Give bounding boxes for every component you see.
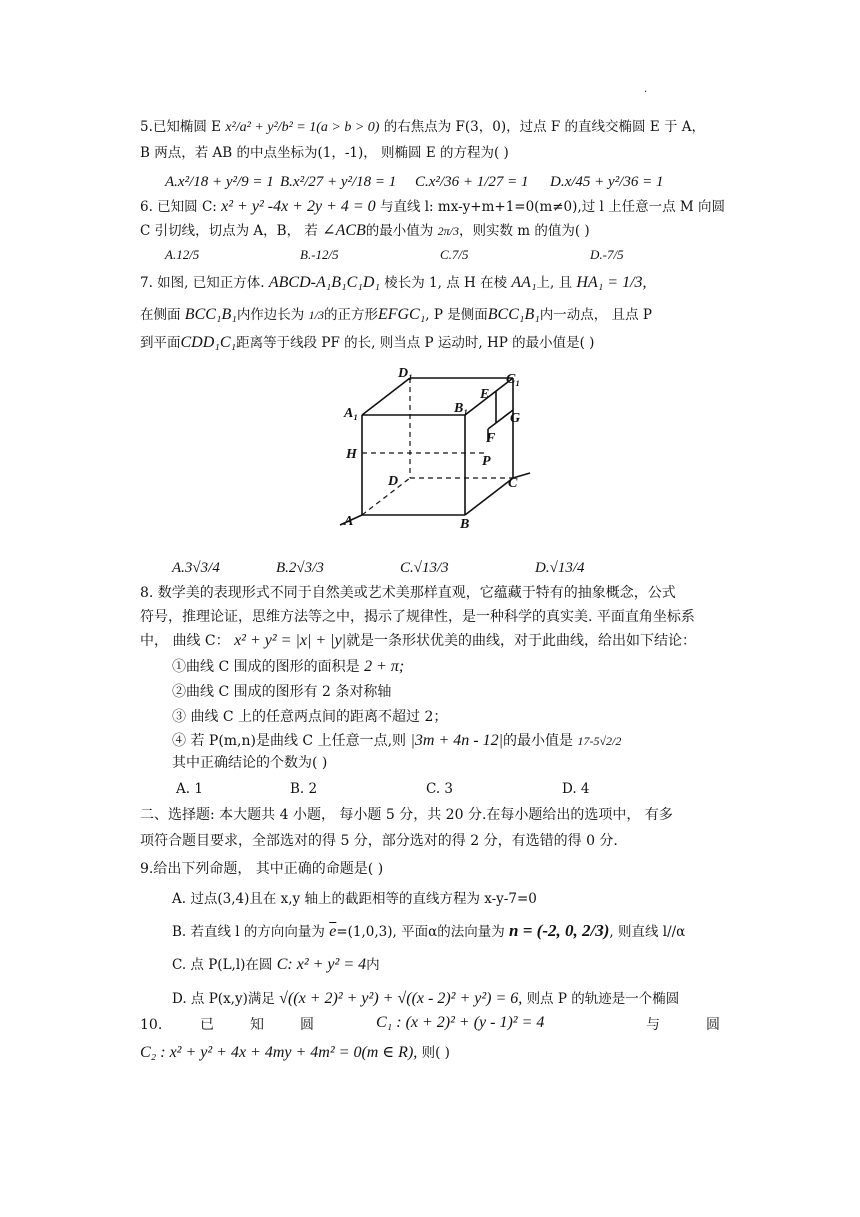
- q8-claim-4-text: ④ 若 P(m,n)是曲线 C 上任意一点,则: [172, 733, 407, 749]
- q8-option-b[interactable]: B. 2: [290, 781, 318, 797]
- q7-option-d[interactable]: D.√13/4: [535, 560, 585, 576]
- q8-claim-2: ②曲线 C 围成的图形有 2 条对称轴: [172, 684, 392, 700]
- q7-face-2: BCC₁B₁: [487, 306, 540, 323]
- q5-lead: 5.已知椭圆 E: [140, 119, 222, 135]
- q6-line-1: [140, 198, 725, 216]
- q9-b-text-3: , 则直线 l//α: [609, 924, 686, 940]
- label-g: G: [510, 411, 521, 426]
- q5-rest: 的右焦点为 F(3，0)，过点 F 的直线交椭圆 E 于 A，: [383, 119, 706, 135]
- q9-lead: 9.给出下列命题， 其中正确的命题是( ): [140, 861, 384, 877]
- label-c1: C₁: [506, 372, 521, 387]
- q7-text-5: 的正方形: [323, 307, 378, 323]
- q9-c-equation: C: x² + y² = 4: [276, 956, 367, 973]
- q5-ellipse-equation: x²/a² + y²/b² = 1(a > b > 0): [225, 120, 380, 135]
- q7-face: BCC₁B₁: [184, 306, 237, 323]
- q8-claim-4-text-2: 的最小值是: [503, 733, 573, 749]
- q10-word-4: 与: [646, 1017, 660, 1033]
- label-d1: D₁: [398, 366, 413, 381]
- q7-cube-figure: [330, 365, 570, 535]
- q7-line-2: [140, 306, 652, 324]
- q6-lead: 6. 已知圆 C:: [140, 199, 217, 215]
- q7-option-b[interactable]: B.2√3/3: [276, 560, 324, 576]
- q8-line-1: 8. 数学美的表现形式不同于自然美或艺术美那样直观，它蕴藏于特有的抽象概念，公式: [140, 585, 676, 601]
- q8-claim-1-text: ①曲线 C 围成的图形的面积是: [172, 659, 360, 675]
- q6-text-c: ，则实数 m 的值为( ): [458, 223, 590, 239]
- q9-d-text-2: 则点 P 的轨迹是一个椭圆: [526, 991, 680, 1007]
- label-c: C: [508, 476, 518, 491]
- page-mark: ·: [644, 87, 648, 98]
- q9-option-b[interactable]: [172, 922, 685, 941]
- q6-text-b: 的最小值为: [365, 223, 434, 239]
- section-2-rules: 项符合题目要求，全部选对的得 5 分，部分选对的得 2 分，有选错的得 0 分.: [140, 833, 618, 849]
- q8-claim-1: [172, 658, 404, 676]
- q8-option-a[interactable]: A. 1: [176, 781, 203, 797]
- q7-option-c[interactable]: C.√13/3: [400, 560, 449, 576]
- q7-text-4: 内作边长为: [236, 307, 305, 323]
- q9-normal-vector: n = (-2, 0, 2/3): [509, 921, 610, 940]
- q9-direction-vector: $\overline{e}$: [329, 923, 337, 940]
- q6-line-2: [140, 222, 590, 240]
- q6-min-value: 2π/3: [437, 224, 459, 238]
- label-h: H: [346, 447, 357, 462]
- q7-text-2: 上, 且: [536, 275, 573, 291]
- q7-ha: HA₁ = 1/3,: [576, 274, 647, 291]
- q7-text-8: 到平面: [140, 335, 181, 351]
- q5-option-a[interactable]: A.x²/18 + y²/9 = 1: [165, 174, 274, 190]
- q9-b-text-2: =(1,0,3), 平面α的法向量为: [336, 924, 505, 940]
- q10-word-1: 已: [200, 1017, 214, 1033]
- q10-word-5: 圆: [706, 1017, 720, 1033]
- q9-option-d[interactable]: [172, 990, 679, 1008]
- label-a1: A₁: [344, 406, 359, 421]
- q9-c-text-1: C. 点 P(L,l)在圆: [172, 957, 273, 973]
- q7-cube-name: ABCD-A₁B₁C₁D₁: [268, 274, 380, 291]
- q6-option-c[interactable]: C.7/5: [440, 247, 469, 262]
- q10-line-2: [140, 1044, 450, 1062]
- q8-line-2: 符号，推理论证，思维方法等之中，揭示了规律性，是一种科学的真实美. 平面直角坐标系: [140, 609, 695, 625]
- q7-text-7: 内一动点， 且点 P: [539, 307, 652, 323]
- q10-tail: 则( ): [421, 1045, 450, 1061]
- q5-option-c[interactable]: C.x²/36 + 1/27 = 1: [415, 174, 529, 190]
- q6-rest: 与直线 l: mx-y+m+1=0(m≠0),过 l 上任意一点 M 向圆: [379, 199, 726, 215]
- label-d: D: [388, 474, 399, 489]
- q7-text-3: 在侧面: [140, 307, 181, 323]
- q6-option-a[interactable]: A.12/5: [165, 247, 200, 262]
- q8-option-c[interactable]: C. 3: [426, 781, 454, 797]
- q8-text-2: 就是一条形状优美的曲线，对于此曲线，给出如下结论：: [346, 633, 697, 649]
- q8-line-3: [140, 632, 696, 650]
- q7-text-1: 棱长为 1, 点 H 在棱: [384, 275, 508, 291]
- section-2-heading: 二、选择题: 本大题共 4 小题， 每小题 5 分，共 20 分.在每小题给出的选项中， 有多: [140, 807, 673, 823]
- q9-option-c[interactable]: [172, 956, 380, 974]
- label-p: P: [482, 454, 491, 469]
- q8-text-1: 中， 曲线 C：: [140, 633, 230, 649]
- q8-claim-4-expr: |3m + 4n - 12|: [410, 732, 503, 749]
- q6-option-b[interactable]: B.-12/5: [300, 247, 339, 262]
- label-b: B: [460, 517, 470, 532]
- q6-circle-equation: x² + y² -4x + 2y + 4 = 0: [221, 198, 376, 215]
- q7-text-6: , P 是侧面: [425, 307, 488, 323]
- q7-text-9: 距离等于线段 PF 的长, 则当点 P 运动时, HP 的最小值是( ): [236, 335, 595, 351]
- q8-ask: 其中正确结论的个数为( ): [172, 755, 328, 771]
- label-e: E: [480, 387, 490, 402]
- q6-option-d[interactable]: D.-7/5: [590, 247, 624, 262]
- q8-curve-equation: x² + y² = |x| + |y|: [234, 632, 347, 649]
- q8-claim-3: ③ 曲线 C 上的任意两点间的距离不超过 2；: [172, 709, 448, 725]
- label-f: F: [486, 431, 496, 446]
- label-b1: B₁: [454, 401, 469, 416]
- q7-option-a[interactable]: A.3√3/4: [172, 560, 220, 576]
- q9-d-text-1: D. 点 P(x,y)满足: [172, 991, 275, 1007]
- q7-line-3: [140, 334, 594, 352]
- q10-word-2: 知: [250, 1017, 264, 1033]
- q10-circle-1: C₁ : (x + 2)² + (y - 1)² = 4: [376, 1014, 545, 1031]
- q10-lead: 10.: [140, 1017, 163, 1033]
- q8-claim-4: [172, 732, 621, 750]
- q7-square: EFGC₁: [377, 306, 426, 323]
- q5-option-b[interactable]: B.x²/27 + y²/18 = 1: [280, 174, 397, 190]
- q9-c-text-2: 内: [366, 957, 380, 973]
- q8-claim-1-value: 2 + π;: [364, 658, 405, 675]
- q6-angle: ∠ACB: [322, 222, 366, 239]
- q5-line-2: B 两点，若 AB 的中点坐标为(1，-1)， 则椭圆 E 的方程为( ): [140, 145, 509, 161]
- q8-claim-4-value: 17-5√2/2: [577, 734, 622, 748]
- q7-lead: 7. 如图, 已知正方体.: [140, 275, 265, 291]
- q9-b-text-1: B. 若直线 l 的方向向量为: [172, 924, 325, 940]
- q7-plane: CDD₁C₁: [180, 334, 237, 351]
- q7-line-1: [140, 274, 647, 292]
- q7-edge: AA₁: [511, 274, 537, 291]
- label-a: A: [344, 514, 354, 529]
- q5-line-1: [140, 118, 705, 137]
- q10-word-3: 圆: [300, 1017, 314, 1033]
- q5-option-d[interactable]: D.x/45 + y²/36 = 1: [550, 174, 664, 190]
- q9-d-equation: √((x + 2)² + y²) + √((x - 2)² + y²) = 6,: [279, 990, 523, 1007]
- q6-text-a: C 引切线，切点为 A，B， 若: [140, 223, 318, 239]
- q10-circle-2: C₂ : x² + y² + 4x + 4my + 4m² = 0(m ∈ R),: [140, 1044, 418, 1061]
- q9-option-a[interactable]: A. 过点(3,4)且在 x,y 轴上的截距相等的直线方程为 x-y-7=0: [172, 891, 537, 907]
- q8-option-d[interactable]: D. 4: [562, 781, 590, 797]
- q7-third: 1/3: [308, 308, 324, 322]
